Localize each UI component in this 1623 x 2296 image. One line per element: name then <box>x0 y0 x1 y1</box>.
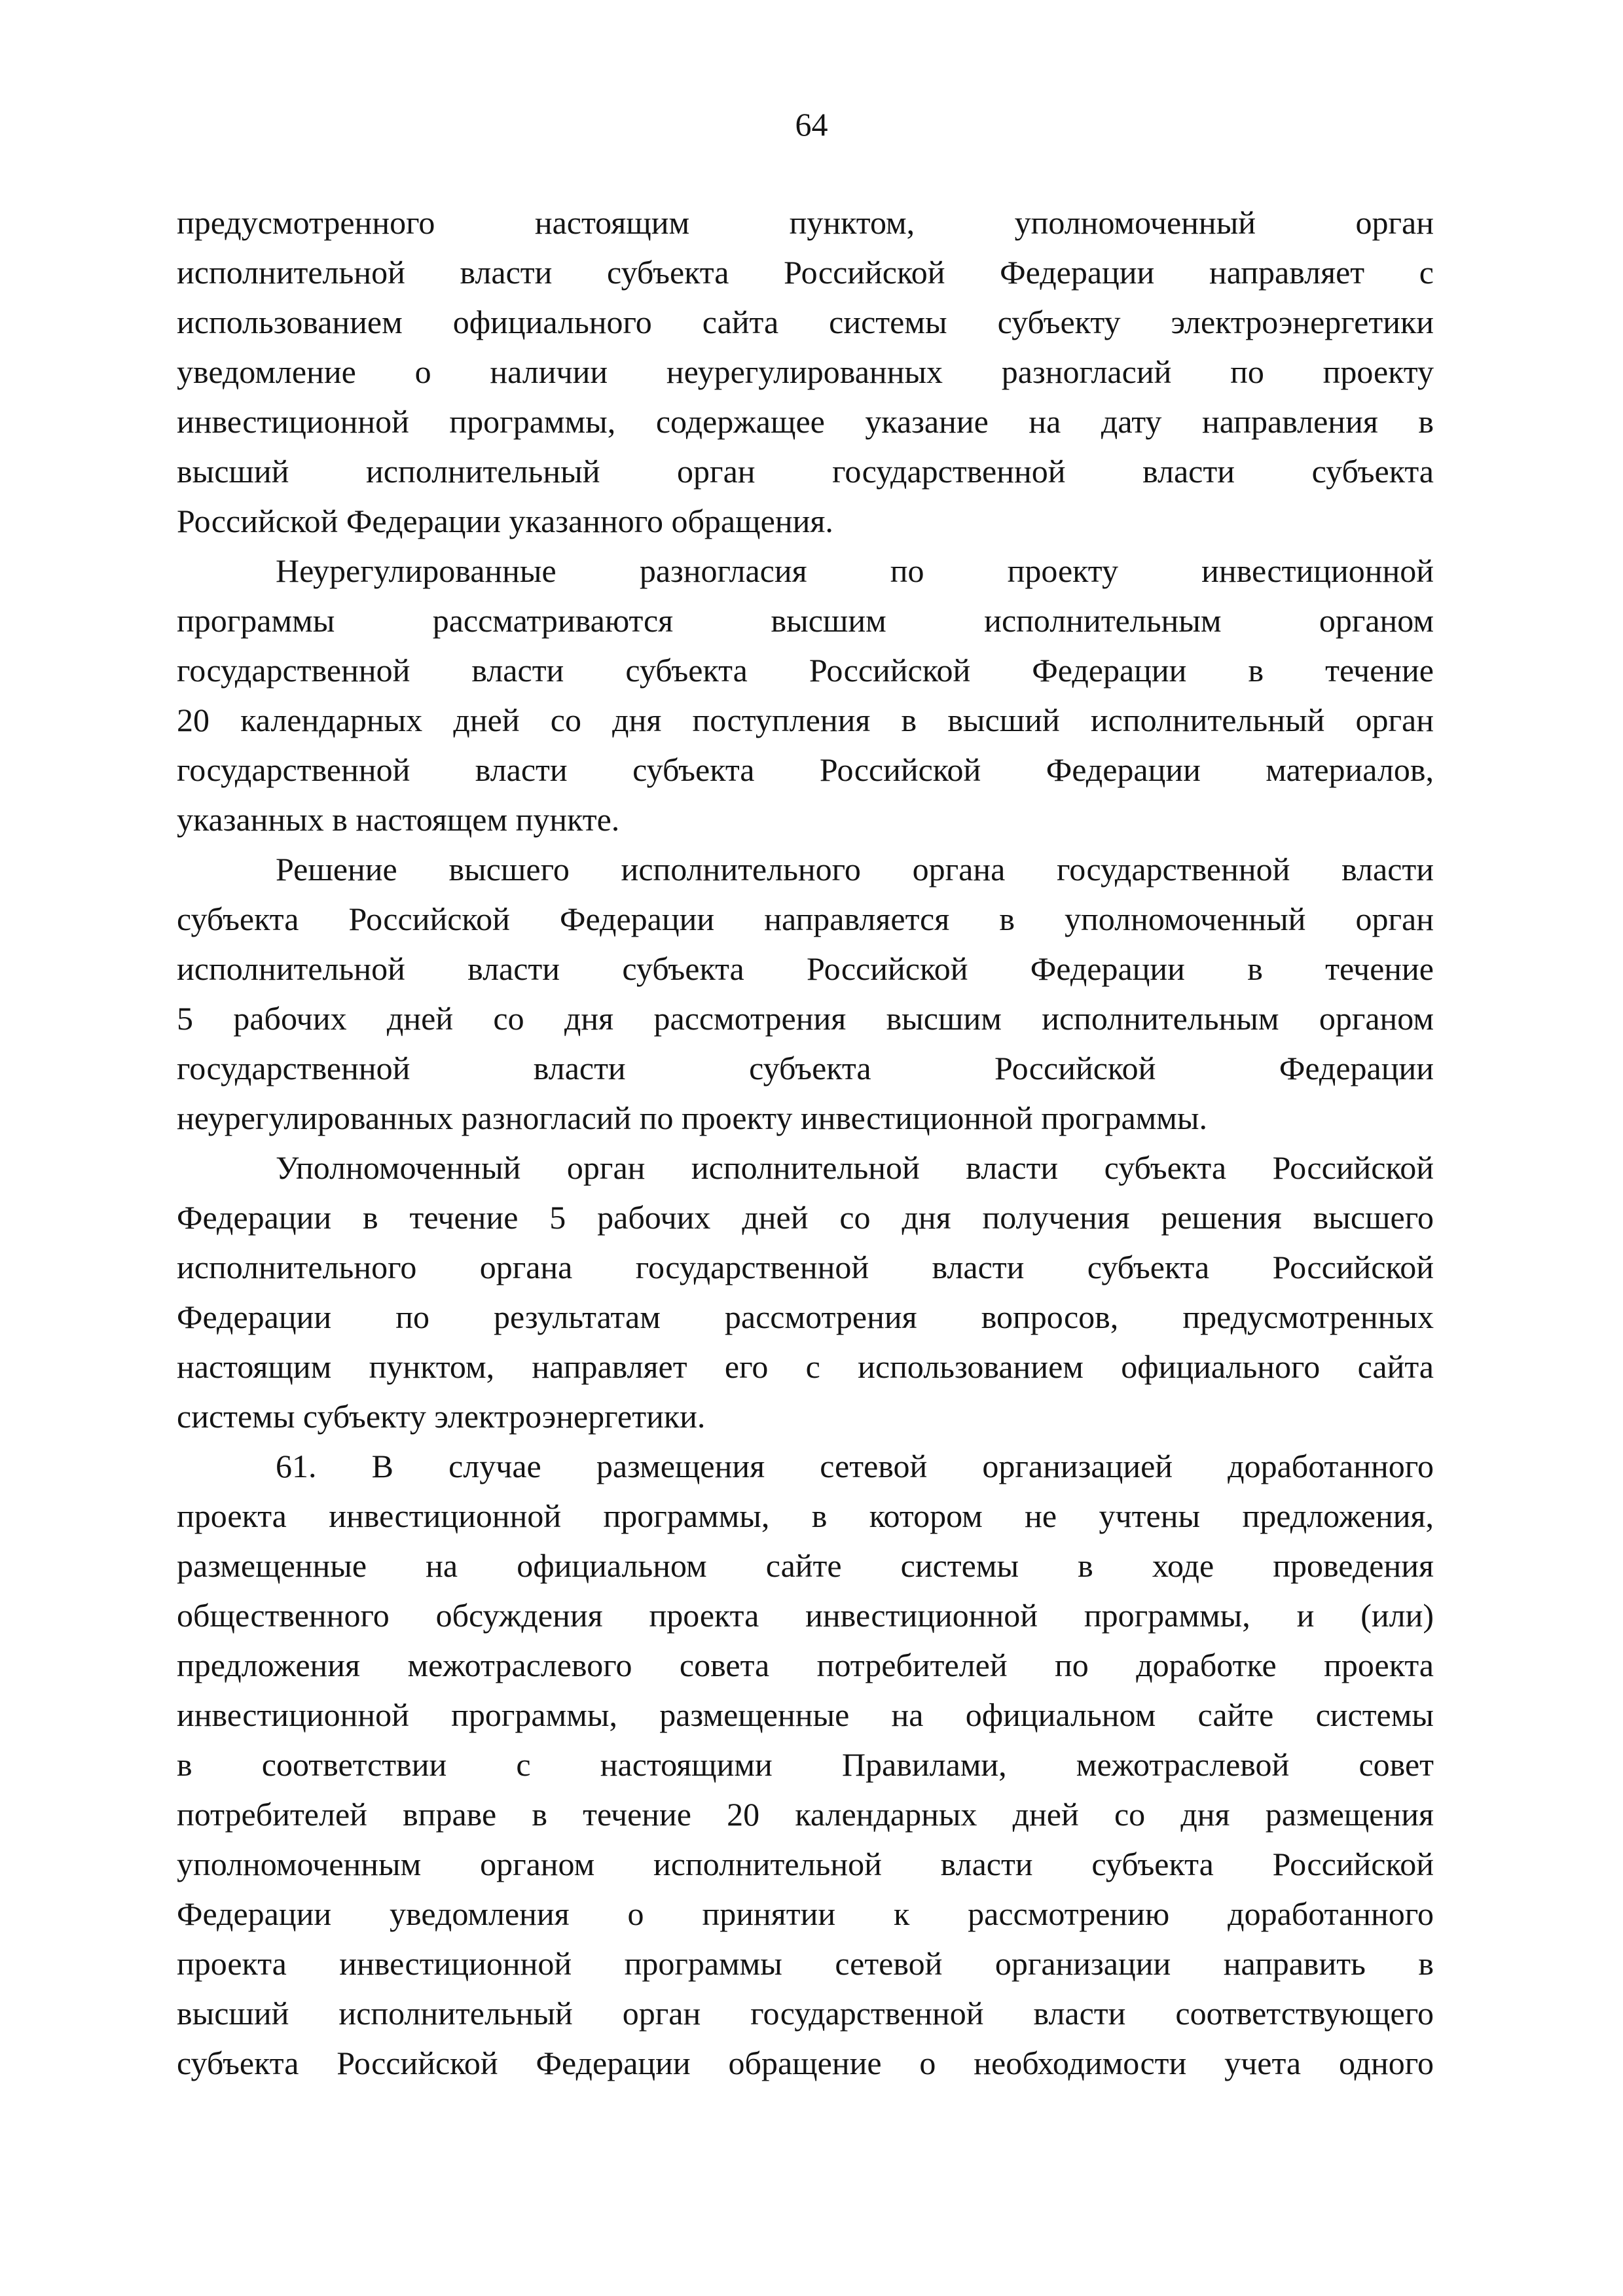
text-line: Федерации уведомления о принятии к рассмотрению доработанного <box>177 1895 1434 1932</box>
paragraph-1 <box>177 198 1434 546</box>
text-line: в соответствии с настоящими Правилами, межотраслевой совет <box>177 1746 1434 1783</box>
text-line: настоящим пунктом, направляет его с использованием официального сайта <box>177 1348 1434 1385</box>
text-line: Уполномоченный орган исполнительной власти субъекта Российской <box>276 1149 1434 1186</box>
text-line: исполнительной власти субъекта Российской Федерации в течение <box>177 950 1434 987</box>
text-line: инвестиционной программы, содержащее указание на дату направления в <box>177 403 1434 440</box>
text-line: государственной власти субъекта Российской Федерации материалов, <box>177 751 1434 788</box>
paragraph-4 <box>177 1143 1434 1441</box>
text-line: использованием официального сайта системы субъекту электроэнергетики <box>177 304 1434 340</box>
text-line: проекта инвестиционной программы, в котором не учтены предложения, <box>177 1498 1434 1534</box>
text-line: инвестиционной программы, размещенные на официальном сайте системы <box>177 1696 1434 1733</box>
text-line: субъекта Российской Федерации направляется в уполномоченный орган <box>177 901 1434 937</box>
text-line: указанных в настоящем пункте. <box>177 801 620 838</box>
text-line: неурегулированных разногласий по проекту инвестиционной программы. <box>177 1100 1208 1136</box>
page-number: 64 <box>795 106 828 143</box>
text-line: Решение высшего исполнительного органа государственной власти <box>276 851 1434 888</box>
text-line: уполномоченным органом исполнительной власти субъекта Российской <box>177 1846 1434 1882</box>
text-line: государственной власти субъекта Российской Федерации в течение <box>177 652 1434 689</box>
text-line: предусмотренного настоящим пунктом, уполномоченный орган <box>177 204 1434 241</box>
text-line: проекта инвестиционной программы сетевой организации направить в <box>177 1945 1434 1982</box>
text-line: исполнительной власти субъекта Российской Федерации направляет с <box>177 254 1434 291</box>
paragraph-2 <box>177 546 1434 844</box>
text-line: уведомление о наличии неурегулированных разногласий по проекту <box>177 353 1434 390</box>
text-line: 61. В случае размещения сетевой организацией доработанного <box>276 1448 1434 1484</box>
text-line: программы рассматриваются высшим исполнительным органом <box>177 602 1434 639</box>
text-line: предложения межотраслевого совета потребителей по доработке проекта <box>177 1647 1434 1683</box>
text-line: системы субъекту электроэнергетики. <box>177 1398 706 1435</box>
paragraph-5 <box>177 1441 1434 2088</box>
text-line: Федерации в течение 5 рабочих дней со дня получения решения высшего <box>177 1199 1434 1236</box>
text-line: исполнительного органа государственной власти субъекта Российской <box>177 1249 1434 1285</box>
text-line: высший исполнительный орган государственной власти субъекта <box>177 453 1434 490</box>
text-line: общественного обсуждения проекта инвестиционной программы, и (или) <box>177 1597 1434 1634</box>
text-line: 20 календарных дней со дня поступления в высший исполнительный орган <box>177 702 1434 738</box>
text-line: субъекта Российской Федерации обращение о необходимости учета одного <box>177 2045 1434 2081</box>
text-line: размещенные на официальном сайте системы в ходе проведения <box>177 1547 1434 1584</box>
text-line: Неурегулированные разногласия по проекту инвестиционной <box>276 552 1434 589</box>
text-line: 5 рабочих дней со дня рассмотрения высшим исполнительным органом <box>177 1000 1434 1037</box>
paragraph-3 <box>177 844 1434 1143</box>
text-line: высший исполнительный орган государственной власти соответствующего <box>177 1995 1434 2032</box>
text-line: потребителей вправе в течение 20 календарных дней со дня размещения <box>177 1796 1434 1833</box>
text-line: государственной власти субъекта Российской Федерации <box>177 1050 1434 1086</box>
text-line: Федерации по результатам рассмотрения вопросов, предусмотренных <box>177 1299 1434 1335</box>
text-line: Российской Федерации указанного обращения. <box>177 503 833 539</box>
